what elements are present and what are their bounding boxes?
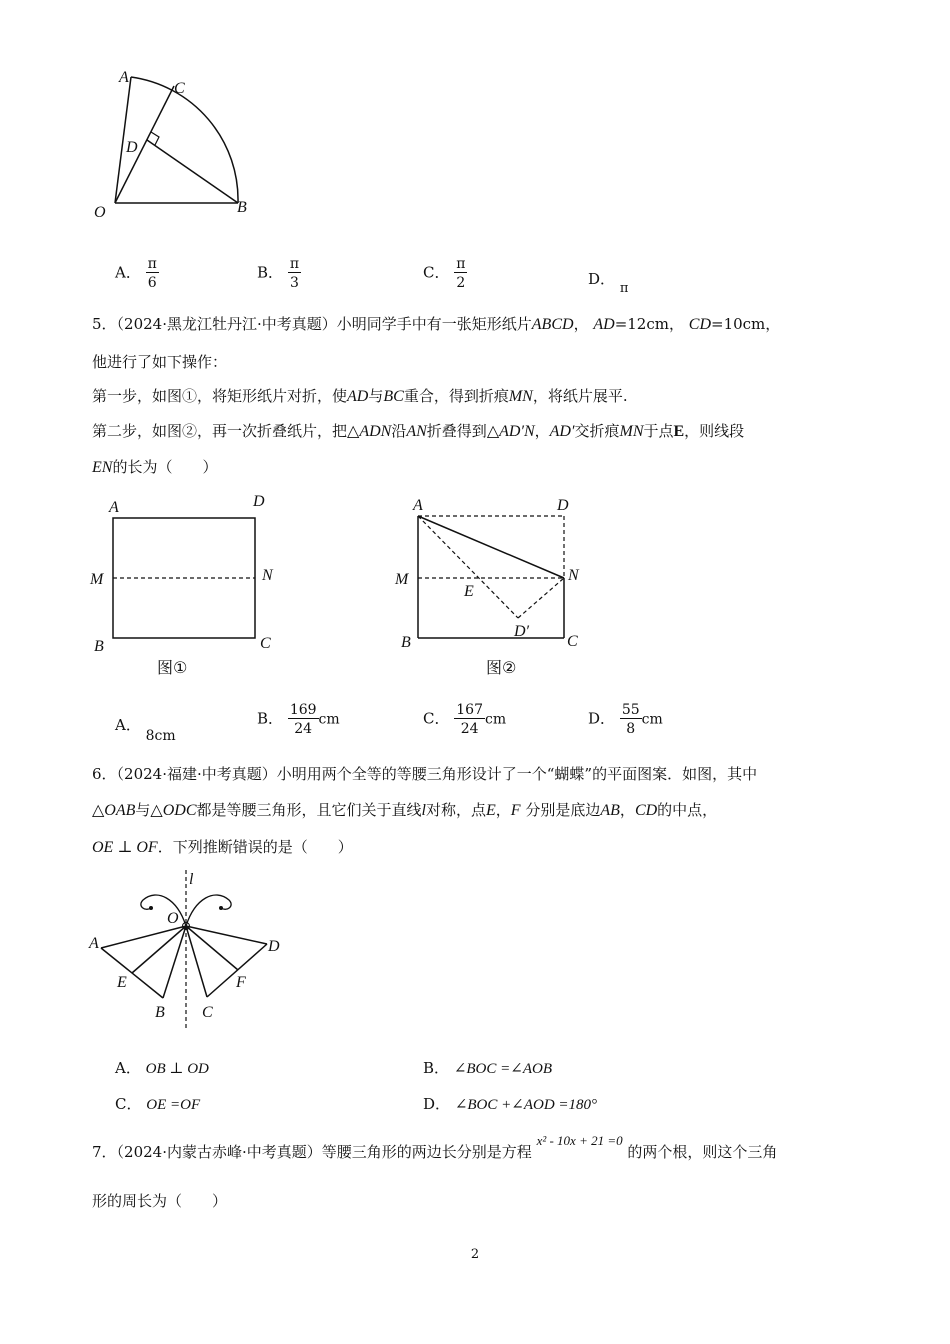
fig2-label-E: E — [464, 583, 474, 600]
q4-option-b[interactable]: B． $\frac{\pi}{3}$ — [257, 256, 300, 291]
q7-line-1: 7．（2024·内蒙古赤峰·中考真题）等腰三角形的两边长分别是方程 x² - 10x + 21 =0 的两个根，则这个三角 — [92, 1133, 778, 1161]
q4-option-d[interactable]: D． π — [588, 270, 629, 296]
q6-label-D: D — [268, 938, 280, 955]
q7-equation: x² - 10x + 21 =0 — [536, 1133, 623, 1148]
fig2-label-C: C — [567, 633, 578, 650]
fig1-label-A: A — [109, 499, 119, 516]
q6-line-2: △OAB与△ODC都是等腰三角形，且它们关于直线l对称，点E，F 分别是底边AB，CD的中点， — [92, 801, 718, 819]
q6-line-3: OE ⊥ OF．下列推断错误的是（ ） — [92, 838, 353, 856]
q6-butterfly-figure — [85, 868, 290, 1033]
q6-label-O: O — [167, 910, 179, 927]
q5-step-2: 第二步，如图②，再一次折叠纸片，把△ADN沿AN折叠得到△AD′N，AD′交折痕MN于点E，则线段 — [92, 422, 745, 440]
fraction: $\frac{\pi}{6}$ — [147, 256, 157, 291]
q5-figure-2 — [390, 488, 600, 683]
q5-option-d[interactable]: D． $\frac{55}{8}$ cm — [588, 702, 663, 737]
page-number: 2 — [470, 1247, 480, 1262]
fig2-label-D: D — [557, 497, 569, 514]
fraction: $\frac{\pi}{2}$ — [456, 256, 466, 291]
q4-label-O: O — [94, 204, 106, 221]
q4-sector-figure — [85, 60, 265, 230]
q6-option-c[interactable]: C． OE =OF — [115, 1095, 201, 1113]
fig1-label-B: B — [94, 638, 104, 655]
fig2-label-Dprime: D′ — [514, 623, 530, 640]
fig2-label-A: A — [413, 497, 423, 514]
q4-label-C: C — [174, 80, 185, 97]
q6-label-B: B — [155, 1004, 165, 1021]
q4-option-c[interactable]: C． $\frac{\pi}{2}$ — [423, 256, 466, 291]
q6-label-C: C — [202, 1004, 213, 1021]
fraction: $\frac{55}{8}$ — [621, 702, 640, 737]
q6-option-a[interactable]: A． OB ⊥ OD — [115, 1059, 209, 1077]
q6-label-F: F — [236, 974, 246, 991]
fig2-label-M: M — [395, 571, 409, 588]
fig1-label-D: D — [253, 493, 265, 510]
q5-option-c[interactable]: C． $\frac{167}{24}$ cm — [423, 702, 507, 737]
q4-label-D: D — [126, 139, 138, 156]
fraction: $\frac{169}{24}$ — [289, 702, 317, 737]
q4-label-B: B — [237, 199, 247, 216]
q6-option-d[interactable]: D． ∠BOC +∠AOD =180° — [423, 1095, 598, 1113]
fig1-caption: 图① — [157, 658, 188, 677]
fig2-label-B: B — [401, 634, 411, 651]
fig2-caption: 图② — [486, 658, 517, 677]
q5-line-1: 5．（2024·黑龙江牡丹江·中考真题）小明同学手中有一张矩形纸片ABCD， AD=12cm， CD=10cm， — [92, 315, 781, 333]
q5-line-ask: EN的长为（ ） — [92, 458, 218, 476]
fig2-label-N: N — [568, 567, 579, 584]
fig1-label-N: N — [262, 567, 273, 584]
fraction: $\frac{167}{24}$ — [456, 702, 483, 737]
q5-figure-1 — [85, 488, 295, 683]
q6-label-A: A — [89, 935, 99, 952]
q6-label-l: l — [189, 871, 194, 888]
fraction: $\frac{\pi}{3}$ — [289, 256, 300, 291]
q6-option-b[interactable]: B． ∠BOC =∠AOB — [423, 1059, 552, 1077]
q5-step-1: 第一步，如图①，将矩形纸片对折，使AD与BC重合，得到折痕MN，将纸片展平. — [92, 387, 628, 405]
fig1-label-C: C — [260, 635, 271, 652]
q6-line-1: 6．（2024·福建·中考真题）小明用两个全等的等腰三角形设计了一个“蝴蝶”的平面图案．如图，其中 — [92, 765, 758, 783]
q4-label-A: A — [119, 69, 129, 86]
q7-line-2: 形的周长为（ ） — [92, 1192, 228, 1210]
q5-option-b[interactable]: B． $\frac{169}{24}$ cm — [257, 702, 340, 737]
q5-option-a[interactable]: A． 8cm — [115, 716, 176, 744]
q6-label-E: E — [117, 974, 127, 991]
q5-line-2: 他进行了如下操作： — [92, 353, 228, 371]
fig1-label-M: M — [90, 571, 104, 588]
q4-option-a[interactable]: A． $\frac{\pi}{6}$ — [115, 256, 157, 291]
